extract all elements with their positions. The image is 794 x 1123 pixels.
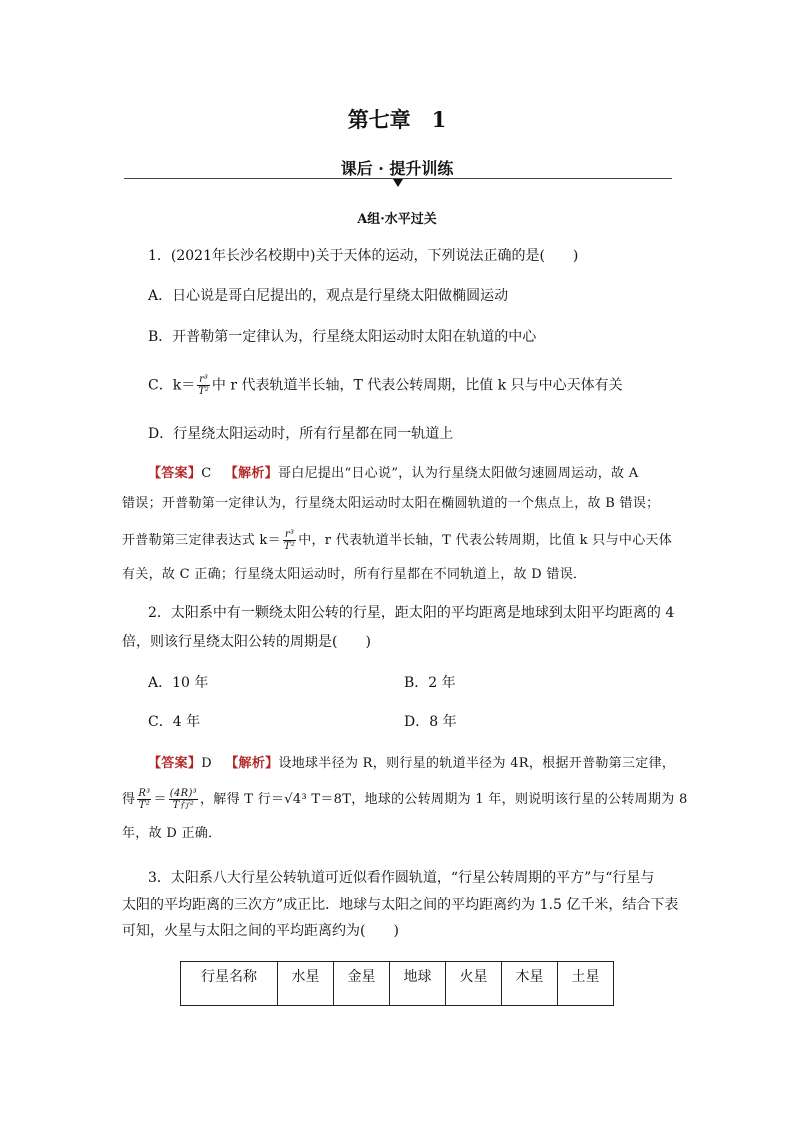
section-subtitle: 课后 · 提升训练 bbox=[340, 159, 454, 178]
explanation-prefix: 开普勒第三定律表达式 k＝ bbox=[122, 533, 281, 548]
q2-option-d: D．8 年 bbox=[404, 714, 457, 730]
table-header-cell: 地球 bbox=[390, 962, 446, 1006]
q1-explanation-line-4: 有关，故 C 正确；行星绕太阳运动时，所有行星都在不同轨道上，故 D 错误． bbox=[122, 567, 587, 582]
explanation-fraction bbox=[283, 529, 296, 552]
fraction-numerator: (4R)³ bbox=[169, 788, 197, 799]
table-header-cell: 水星 bbox=[278, 962, 334, 1006]
q1-explanation-line-1 bbox=[148, 464, 638, 484]
table-row bbox=[181, 962, 614, 1006]
explanation-text: 设地球半径为 R，则行星的轨道半径为 4R，根据开普勒第三定律， bbox=[278, 756, 676, 771]
explanation-tag: 【解析】 bbox=[224, 466, 278, 481]
explanation-tag: 【解析】 bbox=[225, 756, 279, 771]
q2-explanation-line-1 bbox=[148, 754, 675, 774]
triangle-marker-icon bbox=[393, 179, 403, 187]
q2-stem-line-2: 倍，则该行星绕太阳公转的周期是( ) bbox=[122, 634, 371, 650]
fraction-denominator: T² bbox=[283, 541, 296, 552]
q3-stem-line-2: 太阳的平均距离的三次方”成正比．地球与太阳之间的平均距离约为 1.5 亿千米，结合下表 bbox=[122, 897, 679, 913]
q1-option-c bbox=[148, 374, 623, 397]
table-header-cell: 金星 bbox=[334, 962, 390, 1006]
explanation-fraction-right bbox=[169, 788, 198, 811]
fraction-denominator: T² bbox=[138, 800, 151, 811]
fraction-numerator: R³ bbox=[138, 788, 151, 799]
q2-stem-line-1: 2．太阳系中有一颗绕太阳公转的行星，距太阳的平均距离是地球到太阳平均距离的 4 bbox=[148, 605, 675, 621]
explanation-suffix: 中，r 代表轨道半长轴，T 代表公转周期，比值 k 只与中心天体 bbox=[298, 533, 673, 548]
q1-stem: 1．(2021年长沙名校期中)关于天体的运动，下列说法正确的是( ) bbox=[148, 248, 579, 264]
table-header-cell: 火星 bbox=[446, 962, 502, 1006]
equals-sign: ＝ bbox=[153, 792, 167, 807]
q2-option-b: B．2 年 bbox=[404, 675, 456, 691]
q3-stem-line-3: 可知，火星与太阳之间的平均距离约为( ) bbox=[122, 923, 399, 939]
answer-tag: 【答案】 bbox=[148, 756, 202, 771]
q1-option-c-suffix: 中 r 代表轨道半长轴，T 代表公转周期，比值 k 只与中心天体有关 bbox=[211, 377, 623, 394]
q2-option-c: C．4 年 bbox=[148, 714, 201, 730]
q3-stem-line-1: 3．太阳系八大行星公转轨道可近似看作圆轨道，“行星公转周期的平方”与“行星与 bbox=[148, 870, 655, 886]
q1-explanation-line-2: 错误；开普勒第一定律认为，行星绕太阳运动时太阳在椭圆轨道的一个焦点上，故 B 错误； bbox=[122, 496, 660, 511]
explanation-text: 哥白尼提出“日心说”，认为行星绕太阳做匀速圆周运动，故 A bbox=[277, 466, 639, 481]
q1-option-b: B．开普勒第一定律认为，行星绕太阳运动时太阳在轨道的中心 bbox=[148, 329, 537, 345]
q2-explanation-line-2 bbox=[122, 788, 688, 811]
answer-value: D bbox=[201, 756, 212, 771]
fraction-denominator: T行² bbox=[172, 800, 195, 811]
fraction-denominator: T² bbox=[198, 386, 209, 397]
fraction-numerator: r³ bbox=[199, 374, 208, 385]
q1-option-c-fraction bbox=[197, 374, 210, 397]
explanation-fraction-left bbox=[137, 788, 151, 811]
table-header-cell: 土星 bbox=[558, 962, 614, 1006]
q2-option-a: A．10 年 bbox=[148, 675, 209, 691]
answer-tag: 【答案】 bbox=[148, 466, 202, 481]
group-heading: A组·水平过关 bbox=[357, 212, 437, 227]
table-header-cell: 木星 bbox=[502, 962, 558, 1006]
q1-option-d: D．行星绕太阳运动时，所有行星都在同一轨道上 bbox=[148, 426, 454, 442]
explanation-suffix: ，解得 T 行＝√4³ T＝8T，地球的公转周期为 1 年，则说明该行星的公转周期为 8 bbox=[199, 792, 688, 807]
q1-option-a: A．日心说是哥白尼提出的，观点是行星绕太阳做椭圆运动 bbox=[148, 288, 509, 304]
q1-option-c-prefix: C．k＝ bbox=[148, 377, 196, 394]
q1-explanation-line-3 bbox=[122, 529, 672, 552]
answer-value: C bbox=[201, 466, 212, 481]
table-header-cell: 行星名称 bbox=[181, 962, 278, 1006]
fraction-numerator: r³ bbox=[284, 529, 295, 540]
planet-table bbox=[180, 961, 614, 1006]
q2-explanation-line-3: 年，故 D 正确． bbox=[122, 826, 222, 841]
chapter-title: 第七章 1 bbox=[347, 107, 447, 132]
planet-table-wrapper bbox=[180, 961, 614, 1006]
explanation-prefix: 得 bbox=[122, 792, 136, 807]
